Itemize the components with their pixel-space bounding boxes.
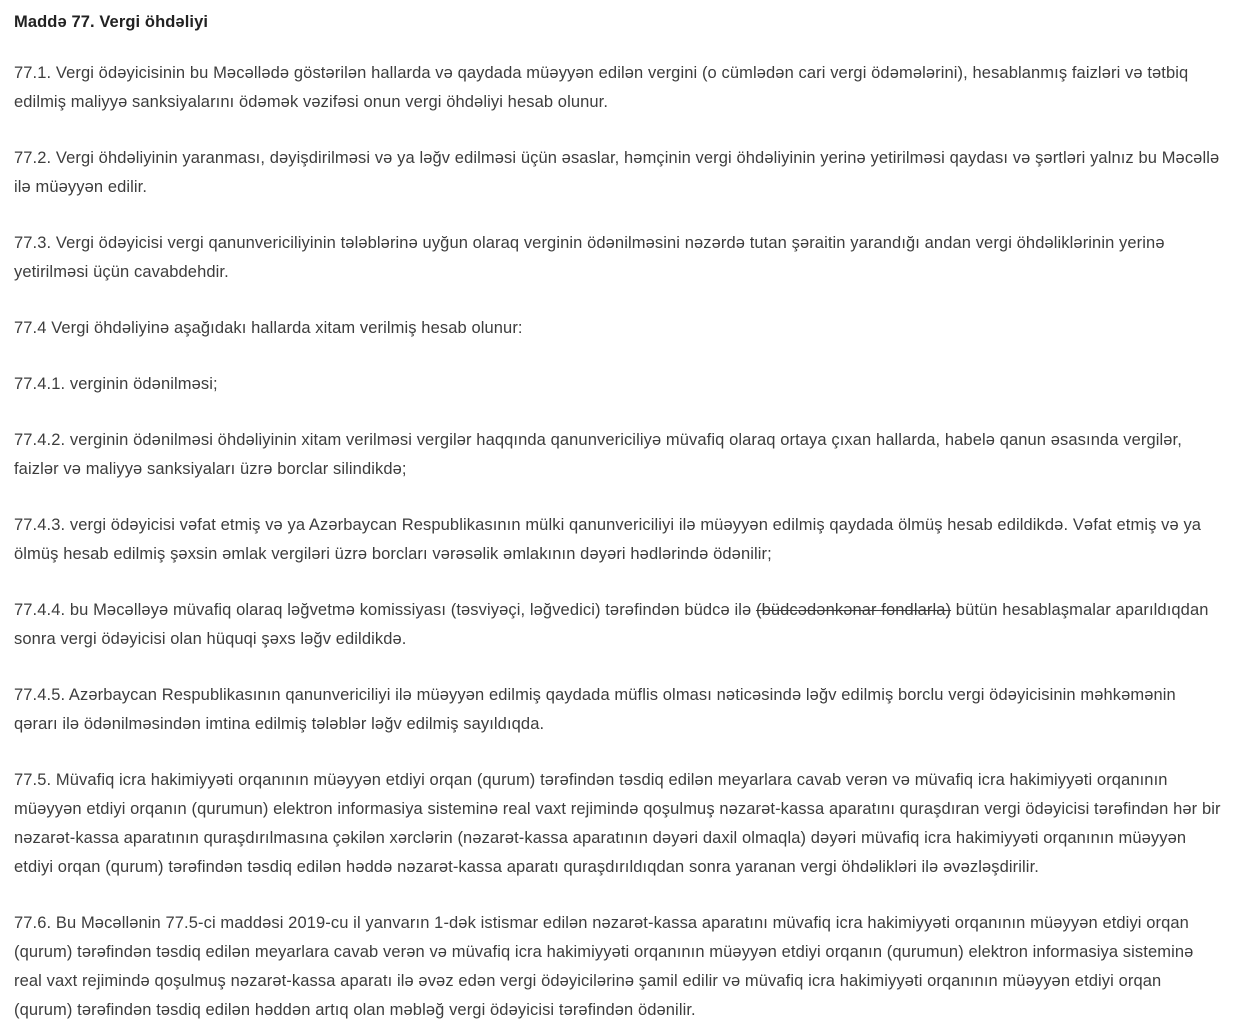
article-paragraph: 77.2. Vergi öhdəliyinin yaranması, dəyişdirilməsi və ya ləğv edilməsi üçün əsaslar, həmçinin vergi öhdəliyinin yerinə yetirilməsi qaydası və şərtləri yalnız bu Məcəllə ilə müəyyən edilir. <box>14 149 1220 197</box>
article-paragraph: 77.3. Vergi ödəyicisi vergi qanunvericiliyinin tələblərinə uyğun olaraq verginin ödənilməsini nəzərdə tutan şəraitin yarandığı andan vergi öhdəliklərinin yerinə yetirilməsi üçün cavabdehdir. <box>14 234 1165 282</box>
article-paragraph: 77.4.1. verginin ödənilməsi; <box>14 375 218 394</box>
struck-text: (büdcədənkənar fondlarla) <box>755 601 952 620</box>
article-paragraphs <box>14 59 1222 1025</box>
article-paragraph: 77.4.5. Azərbaycan Respublikasının qanunvericiliyi ilə müəyyən edilmiş qaydada müflis olması nəticəsində ləğv edilmiş borclu vergi ödəyicisinin məhkəmənin qərarı ilə ödənilməsindən imtina edilmiş tələblər ləğv edilmiş sayıldıqda. <box>14 686 1176 734</box>
article-paragraph: 77.6. Bu Məcəllənin 77.5-ci maddəsi 2019-cu il yanvarın 1-dək istismar edilən nəzarət-kassa aparatını müvafiq icra hakimiyyəti orqanının müəyyən etdiyi orqan (qurum) tərəfindən təsdiq edilən meyarlara cavab verən və müvafiq icra hakimiyyəti orqanının müəyyən etdiyi orqanın (qurumun) elektron informasiya sisteminə real vaxt rejimində qoşulmuş nəzarət-kassa aparatı ilə əvəz edən vergi ödəyicilərinə şamil edilir və müvafiq icra hakimiyyəti orqanının müəyyən etdiyi orqan (qurum) tərəfindən təsdiq edilən həddən artıq olan məbləğ vergi ödəyicisi tərəfindən ödənilir. <box>14 914 1194 1020</box>
article-paragraph: 77.4.2. verginin ödənilməsi öhdəliyinin xitam verilməsi vergilər haqqında qanunvericiliyə müvafiq olaraq ortaya çıxan hallarda, habelə qanun əsasında vergilər, faizlər və maliyyə sanksiyaları üzrə borclar silindikdə; <box>14 431 1182 479</box>
article-paragraph: 77.5. Müvafiq icra hakimiyyəti orqanının müəyyən etdiyi orqan (qurum) tərəfindən təsdiq edilən meyarlara cavab verən və müvafiq icra hakimiyyəti orqanının müəyyən etdiyi orqanın (qurumun) elektron informasiya sisteminə real vaxt rejimində qoşulmuş nəzarət-kassa aparatını quraşdıran vergi ödəyicisi tərəfindən hər bir nəzarət-kassa aparatının quraşdırılmasına çəkilən xərclərin (nəzarət-kassa aparatının dəyəri daxil olmaqla) dəyəri müvafiq icra hakimiyyəti orqanının müəyyən etdiyi orqan (qurum) tərəfindən təsdiq edilən həddə nəzarət-kassa aparatı quraşdırıldıqdan sonra yaranan vergi öhdəlikləri ilə əvəzləşdirilir. <box>14 771 1221 877</box>
paragraph-text: 77.4.4. bu Məcəlləyə müvafiq olaraq ləğvetmə komissiyası (təsviyəçi, ləğvedici) tərəfindən büdcə ilə <box>14 601 756 620</box>
article-paragraph: 77.4.3. vergi ödəyicisi vəfat etmiş və ya Azərbaycan Respublikasının mülki qanunvericiliyi ilə müəyyən edilmiş qaydada ölmüş hesab edildikdə. Vəfat etmiş və ya ölmüş hesab edilmiş şəxsin əmlak vergiləri üzrə borcları vərəsəlik əmlakının dəyəri hədlərində ödənilir; <box>14 516 1202 564</box>
paragraph-text: bütün hesablaşmalar aparıldıqdan sonra vergi ödəyicisi olan hüquqi şəxs ləğv edildikdə. <box>14 601 1209 649</box>
article-paragraph <box>14 596 1222 654</box>
article-paragraph: 77.4 Vergi öhdəliyinə aşağıdakı hallarda xitam verilmiş hesab olunur: <box>14 319 523 338</box>
article-title: Maddə 77. Vergi öhdəliyi <box>14 13 209 31</box>
article-paragraph: 77.1. Vergi ödəyicisinin bu Məcəllədə göstərilən hallarda və qaydada müəyyən edilən vergini (o cümlədən cari vergi ödəmələrini), hesablanmış faizləri və tətbiq edilmiş maliyyə sanksiyalarını ödəmək vəzifəsi onun vergi öhdəliyi hesab olunur. <box>14 64 1189 112</box>
